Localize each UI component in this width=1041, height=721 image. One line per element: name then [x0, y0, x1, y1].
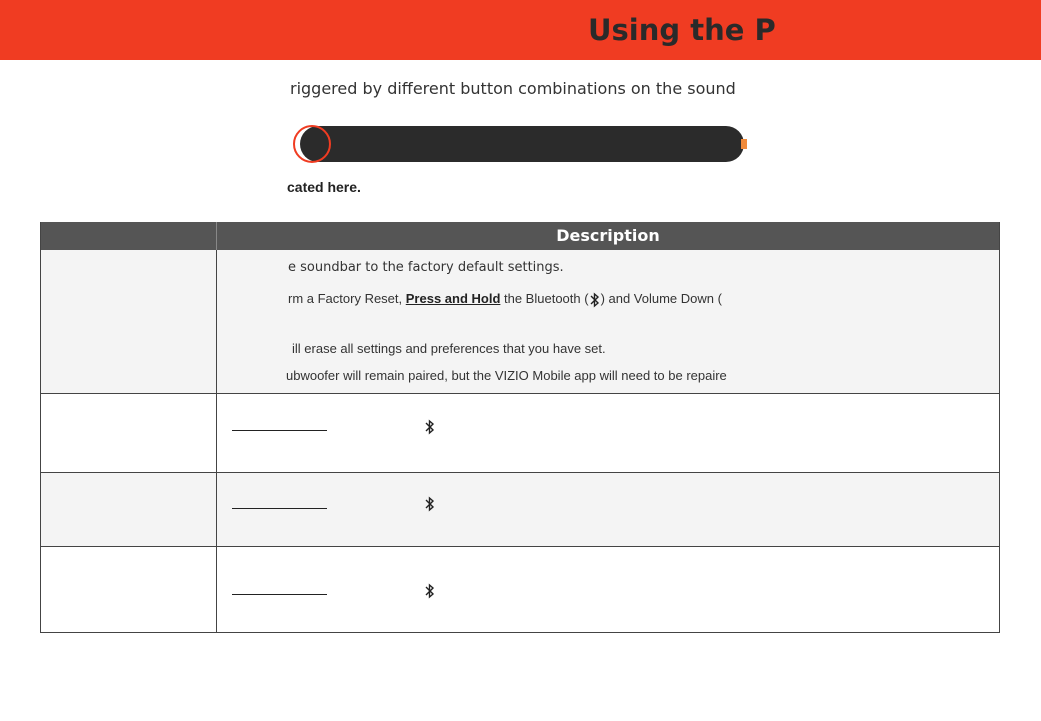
table-row — [41, 393, 999, 472]
table-header-description: Description — [556, 226, 660, 245]
soundbar-icon — [292, 124, 752, 164]
bluetooth-icon — [589, 292, 601, 308]
intro-text: riggered by different button combinations on the sound — [290, 79, 736, 98]
bluetooth-icon — [424, 496, 436, 512]
page-header — [0, 0, 1041, 60]
underline-placeholder — [232, 508, 327, 509]
row-text-line: ubwoofer will remain paired, but the VIZIO Mobile app will need to be repaire — [286, 368, 727, 383]
soundbar-note: cated here. — [287, 179, 361, 195]
soundbar-illustration — [292, 124, 752, 164]
row-text-line — [288, 291, 722, 308]
page-title: Using the P — [588, 13, 776, 47]
row-text: the Bluetooth ( — [500, 291, 589, 306]
bluetooth-icon — [424, 583, 436, 599]
underline-placeholder — [232, 594, 327, 595]
row-text: rm a Factory Reset, — [288, 291, 406, 306]
bluetooth-icon — [424, 419, 436, 435]
button-combination-table — [40, 222, 1000, 633]
row-text-line: ill erase all settings and preferences that you have set. — [292, 341, 606, 356]
table-header — [41, 222, 999, 250]
row-text: ) and Volume Down ( — [600, 291, 722, 306]
row-text-line: e soundbar to the factory default settings. — [288, 260, 564, 275]
underline-placeholder — [232, 430, 327, 431]
table-row — [41, 546, 999, 632]
press-and-hold-text: Press and Hold — [405, 291, 501, 306]
table-row — [41, 472, 999, 546]
table-row — [41, 250, 999, 393]
